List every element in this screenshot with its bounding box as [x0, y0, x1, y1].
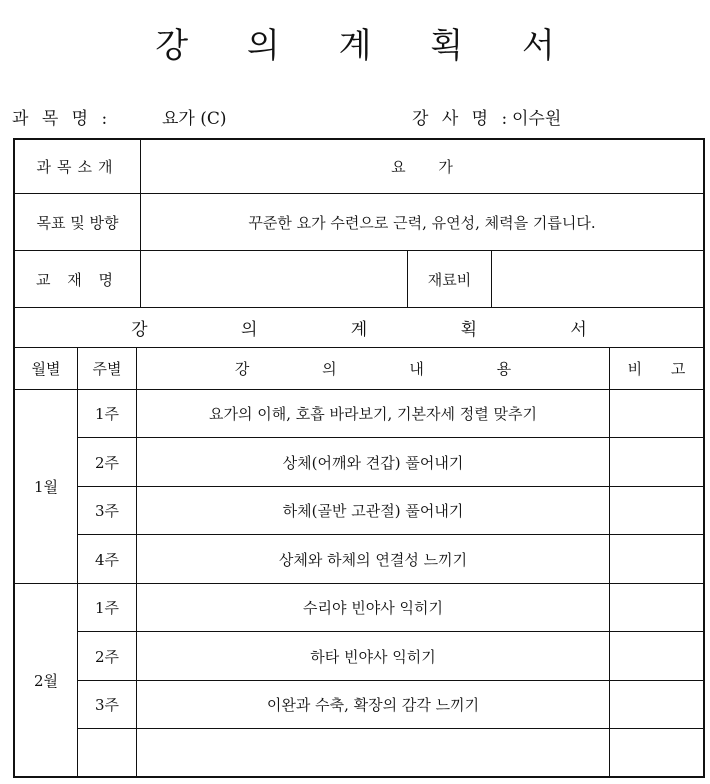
content-cell: 수리야 빈야사 익히기: [303, 599, 443, 617]
content-cell: [137, 729, 609, 776]
week-cell: 1주: [94, 599, 120, 617]
intro-value: 요 가: [391, 158, 467, 176]
month-cell: 1월: [33, 478, 59, 496]
week-cell: 3주: [94, 502, 120, 520]
content-cell: 이완과 수축, 확장의 감각 느끼기: [266, 696, 480, 714]
remarks-cell: [610, 390, 703, 437]
remarks-cell: [610, 535, 703, 583]
document-title: 강 의 계 획 서: [155, 26, 579, 66]
instructor-value: 이수원: [512, 109, 562, 129]
content-cell: 상체(어깨와 견갑) 풀어내기: [282, 453, 464, 472]
textbook-value: [141, 251, 407, 307]
content-cell: 요가의 이해, 호흡 바라보기, 기본자세 정렬 맞추기: [209, 405, 537, 423]
plan-section-title: 강 의 계 획 서: [131, 320, 631, 340]
lecture-plan-table: [13, 138, 705, 778]
week-cell: [78, 729, 136, 776]
content-cell: 하체(골반 고관절) 풀어내기: [282, 502, 464, 520]
header-content: 강 의 내 용: [234, 360, 546, 378]
remarks-cell: [610, 584, 703, 631]
goal-value: 꾸준한 요가 수련으로 근력, 유연성, 체력을 기릅니다.: [248, 213, 596, 232]
goal-label: 목표 및 방향: [36, 213, 119, 232]
content-cell: 하타 빈야사 익히기: [310, 647, 436, 666]
week-cell: 2주: [94, 647, 120, 666]
subject-value: 요가 (C): [162, 109, 227, 129]
instructor-label: 강 사 명 :: [412, 109, 512, 129]
header-remarks: 비 고: [627, 360, 698, 378]
remarks-cell: [610, 438, 703, 486]
material-fee-value: [492, 251, 703, 307]
remarks-cell: [610, 487, 703, 534]
header-week: 주별: [92, 360, 122, 378]
intro-label: 과목소개: [36, 158, 119, 176]
month-cell: 2월: [33, 671, 59, 690]
textbook-label: 교 재 명: [35, 270, 119, 289]
week-cell: 2주: [94, 453, 120, 472]
week-cell: 1주: [94, 405, 120, 423]
week-cell: 3주: [94, 696, 120, 714]
remarks-cell: [610, 632, 703, 680]
remarks-cell: [610, 681, 703, 728]
content-cell: 상체와 하체의 연결성 느끼기: [278, 550, 468, 569]
subject-label: 과 목 명 :: [12, 109, 112, 129]
remarks-cell: [610, 729, 703, 776]
week-cell: 4주: [94, 550, 120, 569]
header-month: 월별: [31, 360, 61, 378]
course-info-row: [12, 104, 702, 130]
material-fee-label: 재료비: [427, 270, 472, 289]
